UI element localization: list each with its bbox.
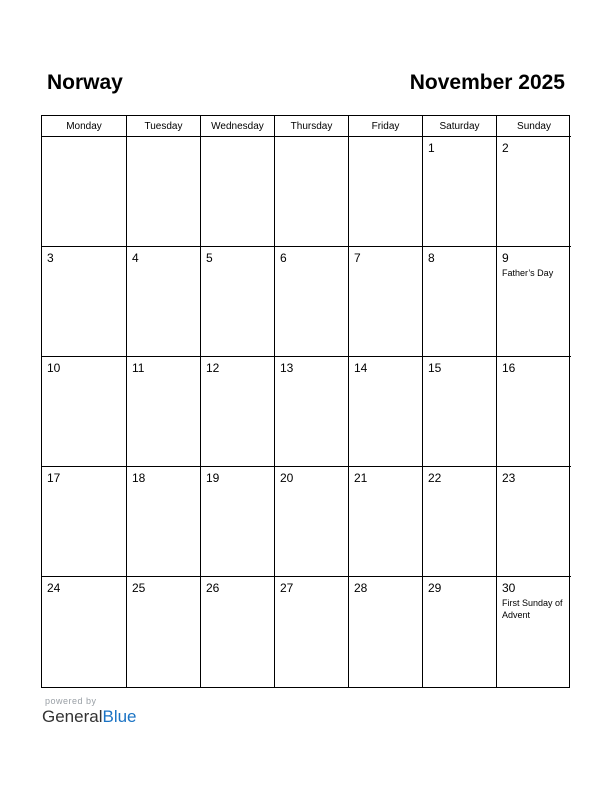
day-cell-19 <box>201 467 275 577</box>
powered-by-text: powered by <box>45 696 97 706</box>
day-cell-10 <box>42 357 127 467</box>
day-number: 10 <box>47 361 61 375</box>
day-number: 18 <box>132 471 146 485</box>
day-cell-24 <box>42 577 127 687</box>
day-cell-16 <box>497 357 571 467</box>
day-cell-17 <box>42 467 127 577</box>
empty-day-cell <box>127 137 201 247</box>
day-cell-3 <box>42 247 127 357</box>
day-number: 1 <box>428 141 435 155</box>
holiday-label: Father’s Day <box>502 268 554 278</box>
day-cell-1 <box>423 137 497 247</box>
day-cell-13 <box>275 357 349 467</box>
day-cell-2 <box>497 137 571 247</box>
day-number: 2 <box>502 141 509 155</box>
day-number: 5 <box>206 251 213 265</box>
day-cell-27 <box>275 577 349 687</box>
day-cell-5 <box>201 247 275 357</box>
day-number: 22 <box>428 471 442 485</box>
empty-day-cell <box>275 137 349 247</box>
generalblue-logo[interactable] <box>42 696 137 727</box>
day-number: 16 <box>502 361 516 375</box>
day-cell-29 <box>423 577 497 687</box>
weekday-header-sunday: Sunday <box>497 116 571 137</box>
weekday-header-friday: Friday <box>349 116 423 137</box>
day-number: 9 <box>502 251 509 265</box>
day-cell-20 <box>275 467 349 577</box>
country-title: Norway <box>47 71 123 94</box>
day-number: 17 <box>47 471 61 485</box>
day-cell-26 <box>201 577 275 687</box>
weekday-header-saturday: Saturday <box>423 116 497 137</box>
day-cell-28 <box>349 577 423 687</box>
day-cell-8 <box>423 247 497 357</box>
day-number: 25 <box>132 581 146 595</box>
day-number: 6 <box>280 251 287 265</box>
day-number: 3 <box>47 251 54 265</box>
empty-day-cell <box>42 137 127 247</box>
day-number: 20 <box>280 471 294 485</box>
day-cell-7 <box>349 247 423 357</box>
brand-general-text: General <box>42 707 103 726</box>
day-number: 7 <box>354 251 361 265</box>
day-cell-22 <box>423 467 497 577</box>
day-cell-21 <box>349 467 423 577</box>
day-number: 15 <box>428 361 442 375</box>
day-number: 12 <box>206 361 220 375</box>
day-number: 30 <box>502 581 516 595</box>
day-number: 23 <box>502 471 516 485</box>
day-number: 26 <box>206 581 220 595</box>
day-cell-11 <box>127 357 201 467</box>
day-cell-14 <box>349 357 423 467</box>
day-number: 14 <box>354 361 368 375</box>
day-number: 21 <box>354 471 368 485</box>
weekday-header-thursday: Thursday <box>275 116 349 137</box>
month-year-title: November 2025 <box>409 71 565 94</box>
weekday-header-wednesday: Wednesday <box>201 116 275 137</box>
day-number: 8 <box>428 251 435 265</box>
day-number: 13 <box>280 361 294 375</box>
day-number: 29 <box>428 581 442 595</box>
brand-name <box>42 707 137 727</box>
day-cell-12 <box>201 357 275 467</box>
day-cell-25 <box>127 577 201 687</box>
day-cell-4 <box>127 247 201 357</box>
calendar-grid <box>41 115 570 688</box>
day-number: 24 <box>47 581 61 595</box>
day-cell-23 <box>497 467 571 577</box>
day-number: 11 <box>132 361 145 375</box>
day-number: 19 <box>206 471 220 485</box>
empty-day-cell <box>201 137 275 247</box>
weekday-header-monday: Monday <box>42 116 127 137</box>
brand-blue-text: Blue <box>102 707 137 726</box>
day-cell-30 <box>497 577 571 687</box>
day-cell-9 <box>497 247 571 357</box>
day-cell-6 <box>275 247 349 357</box>
empty-day-cell <box>349 137 423 247</box>
day-number: 4 <box>132 251 139 265</box>
holiday-label: First Sunday of Advent <box>502 598 563 620</box>
weekday-header-tuesday: Tuesday <box>127 116 201 137</box>
day-cell-15 <box>423 357 497 467</box>
day-number: 27 <box>280 581 294 595</box>
day-number: 28 <box>354 581 368 595</box>
day-cell-18 <box>127 467 201 577</box>
